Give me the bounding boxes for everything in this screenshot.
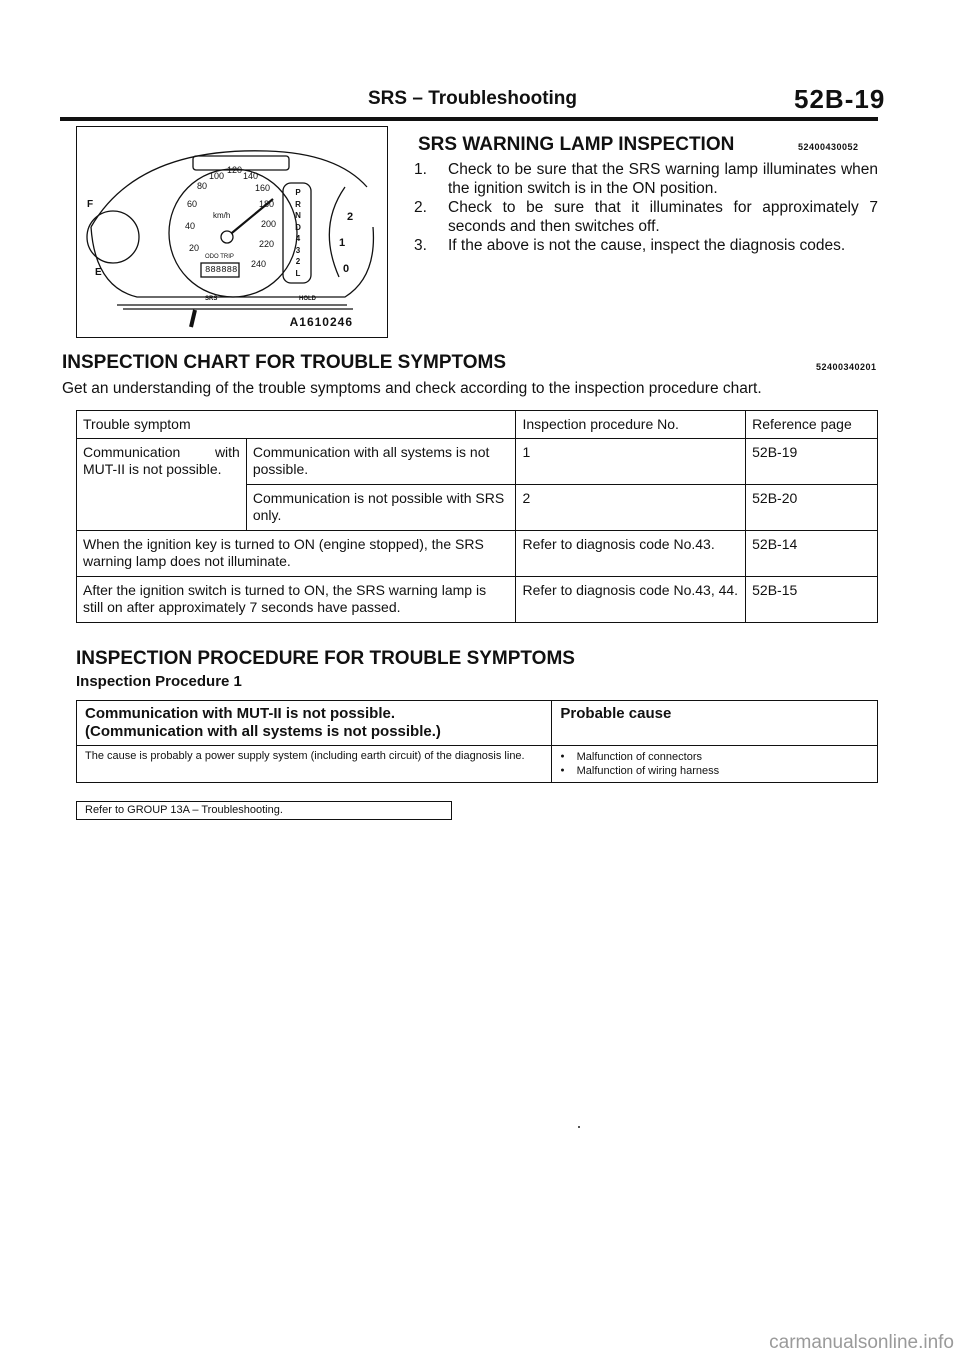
page-number: 52B-19: [794, 84, 886, 114]
inspection-procedure-subtitle: Inspection Procedure 1: [76, 673, 242, 690]
reference-cell: 52B-19: [746, 439, 878, 485]
instrument-cluster-drawing: [77, 127, 389, 339]
symptom-cell: When the ignition key is turned to ON (engine stopped), the SRS warning lamp does not illuminate.: [77, 531, 516, 577]
probable-cause-list-cell: [552, 746, 878, 783]
inspection-chart-intro: Get an understanding of the trouble symptoms and check according to the inspection procedure chart.: [62, 380, 762, 397]
speed-label-120: 120: [227, 165, 243, 175]
odo-value: 888888: [205, 265, 238, 275]
speed-label-100: 100: [209, 171, 225, 181]
gear-l: L: [295, 268, 301, 278]
trouble-symptom-table: [76, 410, 878, 623]
inspection-chart-title: INSPECTION CHART FOR TROUBLE SYMPTOMS: [62, 352, 507, 373]
procedure-heading: [77, 701, 552, 746]
speed-label-20: 20: [189, 243, 200, 253]
fuel-label-empty: E: [95, 267, 102, 278]
procedure-heading-line1: Communication with MUT-II is not possible.: [85, 705, 396, 722]
temp-label-0: 0: [343, 263, 350, 275]
speed-label-220: 220: [259, 239, 275, 249]
gear-2: 2: [295, 257, 301, 266]
speed-label-140: 140: [243, 171, 259, 181]
gear-p: P: [295, 188, 301, 197]
speed-label-60: 60: [187, 199, 198, 209]
speed-label-200: 200: [261, 219, 277, 229]
procedure-body-row: [77, 746, 878, 783]
step-item: 3. If the above is not the cause, inspect the diagnosis codes.: [414, 237, 846, 254]
figure-id: A1610246: [289, 315, 353, 329]
gear-indicator: [291, 187, 305, 279]
temp-label-1: 1: [339, 237, 346, 249]
procedure-cell: 1: [516, 439, 746, 485]
page-header-title: SRS – Troubleshooting: [368, 88, 578, 109]
gear-4: 4: [295, 234, 301, 243]
step-item: 2. Check to be sure that it illuminates for approximately 7 seconds and then switches off.: [414, 199, 878, 235]
symptom-cell: Communication with all systems is not possible.: [246, 439, 516, 485]
procedure-heading-line2: (Communication with all systems is not possible.): [85, 723, 441, 740]
section-code: 52400340201: [816, 362, 877, 372]
step-item: 1. Check to be sure that the SRS warning lamp illuminates when the ignition switch is in the ON position.: [414, 161, 878, 197]
speed-label-240: 240: [251, 259, 267, 269]
table-row: [77, 439, 878, 485]
speed-label-180: 180: [259, 199, 275, 209]
procedure-cell: 2: [516, 485, 746, 531]
gear-n: N: [295, 211, 301, 220]
hold-lamp-icon: HOLD: [299, 296, 316, 302]
procedure-description: The cause is probably a power supply system (including earth circuit) of the diagnosis line.: [77, 746, 552, 783]
speed-label-80: 80: [197, 181, 208, 191]
procedure-cell: Refer to diagnosis code No.43, 44.: [516, 577, 746, 623]
speed-label-160: 160: [255, 183, 271, 193]
inspection-steps: [414, 160, 878, 255]
list-item: ● Malfunction of connectors: [560, 750, 869, 764]
srs-lamp-inspection-title: SRS WARNING LAMP INSPECTION: [418, 134, 735, 155]
list-item: ● Malfunction of wiring harness: [560, 764, 869, 778]
reference-cell: 52B-14: [746, 531, 878, 577]
watermark-text: carmanualsonline.info: [769, 1332, 954, 1353]
temp-label-2: 2: [347, 211, 354, 223]
header-rule: [60, 117, 878, 121]
inspection-procedure-table: [76, 700, 878, 783]
symptom-group-label: Communication with MUT-II is not possible.: [77, 439, 247, 531]
probable-cause-list: [560, 750, 869, 778]
procedure-cell: Refer to diagnosis code No.43.: [516, 531, 746, 577]
inspection-procedure-title: INSPECTION PROCEDURE FOR TROUBLE SYMPTOMS: [76, 648, 575, 669]
srs-warning-lamp-icon: SRS: [205, 296, 218, 302]
symptom-cell: After the ignition switch is turned to ON, the SRS warning lamp is still on after approximately 7 seconds have passed.: [77, 577, 516, 623]
fuel-label-full: F: [87, 199, 94, 210]
section-code: 52400430052: [798, 142, 859, 152]
table-row: [77, 531, 878, 577]
speed-unit: km/h: [213, 211, 231, 220]
procedure-header-row: [77, 701, 878, 746]
gear-3: 3: [295, 245, 301, 255]
header-reference: Reference page: [746, 411, 878, 439]
odo-label: ODO TRIP: [205, 254, 234, 260]
gear-r: R: [295, 199, 301, 209]
reference-cell: 52B-20: [746, 485, 878, 531]
instrument-cluster-figure: [76, 126, 388, 338]
header-trouble-symptom: Trouble symptom: [77, 411, 516, 439]
stray-dot: [578, 1126, 580, 1128]
speed-label-40: 40: [185, 221, 196, 231]
reference-note: Refer to GROUP 13A – Troubleshooting.: [76, 801, 452, 820]
header-procedure: Inspection procedure No.: [516, 411, 746, 439]
reference-cell: 52B-15: [746, 577, 878, 623]
symptom-cell: Communication is not possible with SRS only.: [246, 485, 516, 531]
table-header-row: [77, 411, 878, 439]
table-row: [77, 577, 878, 623]
gear-d: D: [295, 222, 301, 232]
probable-cause-header: Probable cause: [552, 701, 878, 746]
